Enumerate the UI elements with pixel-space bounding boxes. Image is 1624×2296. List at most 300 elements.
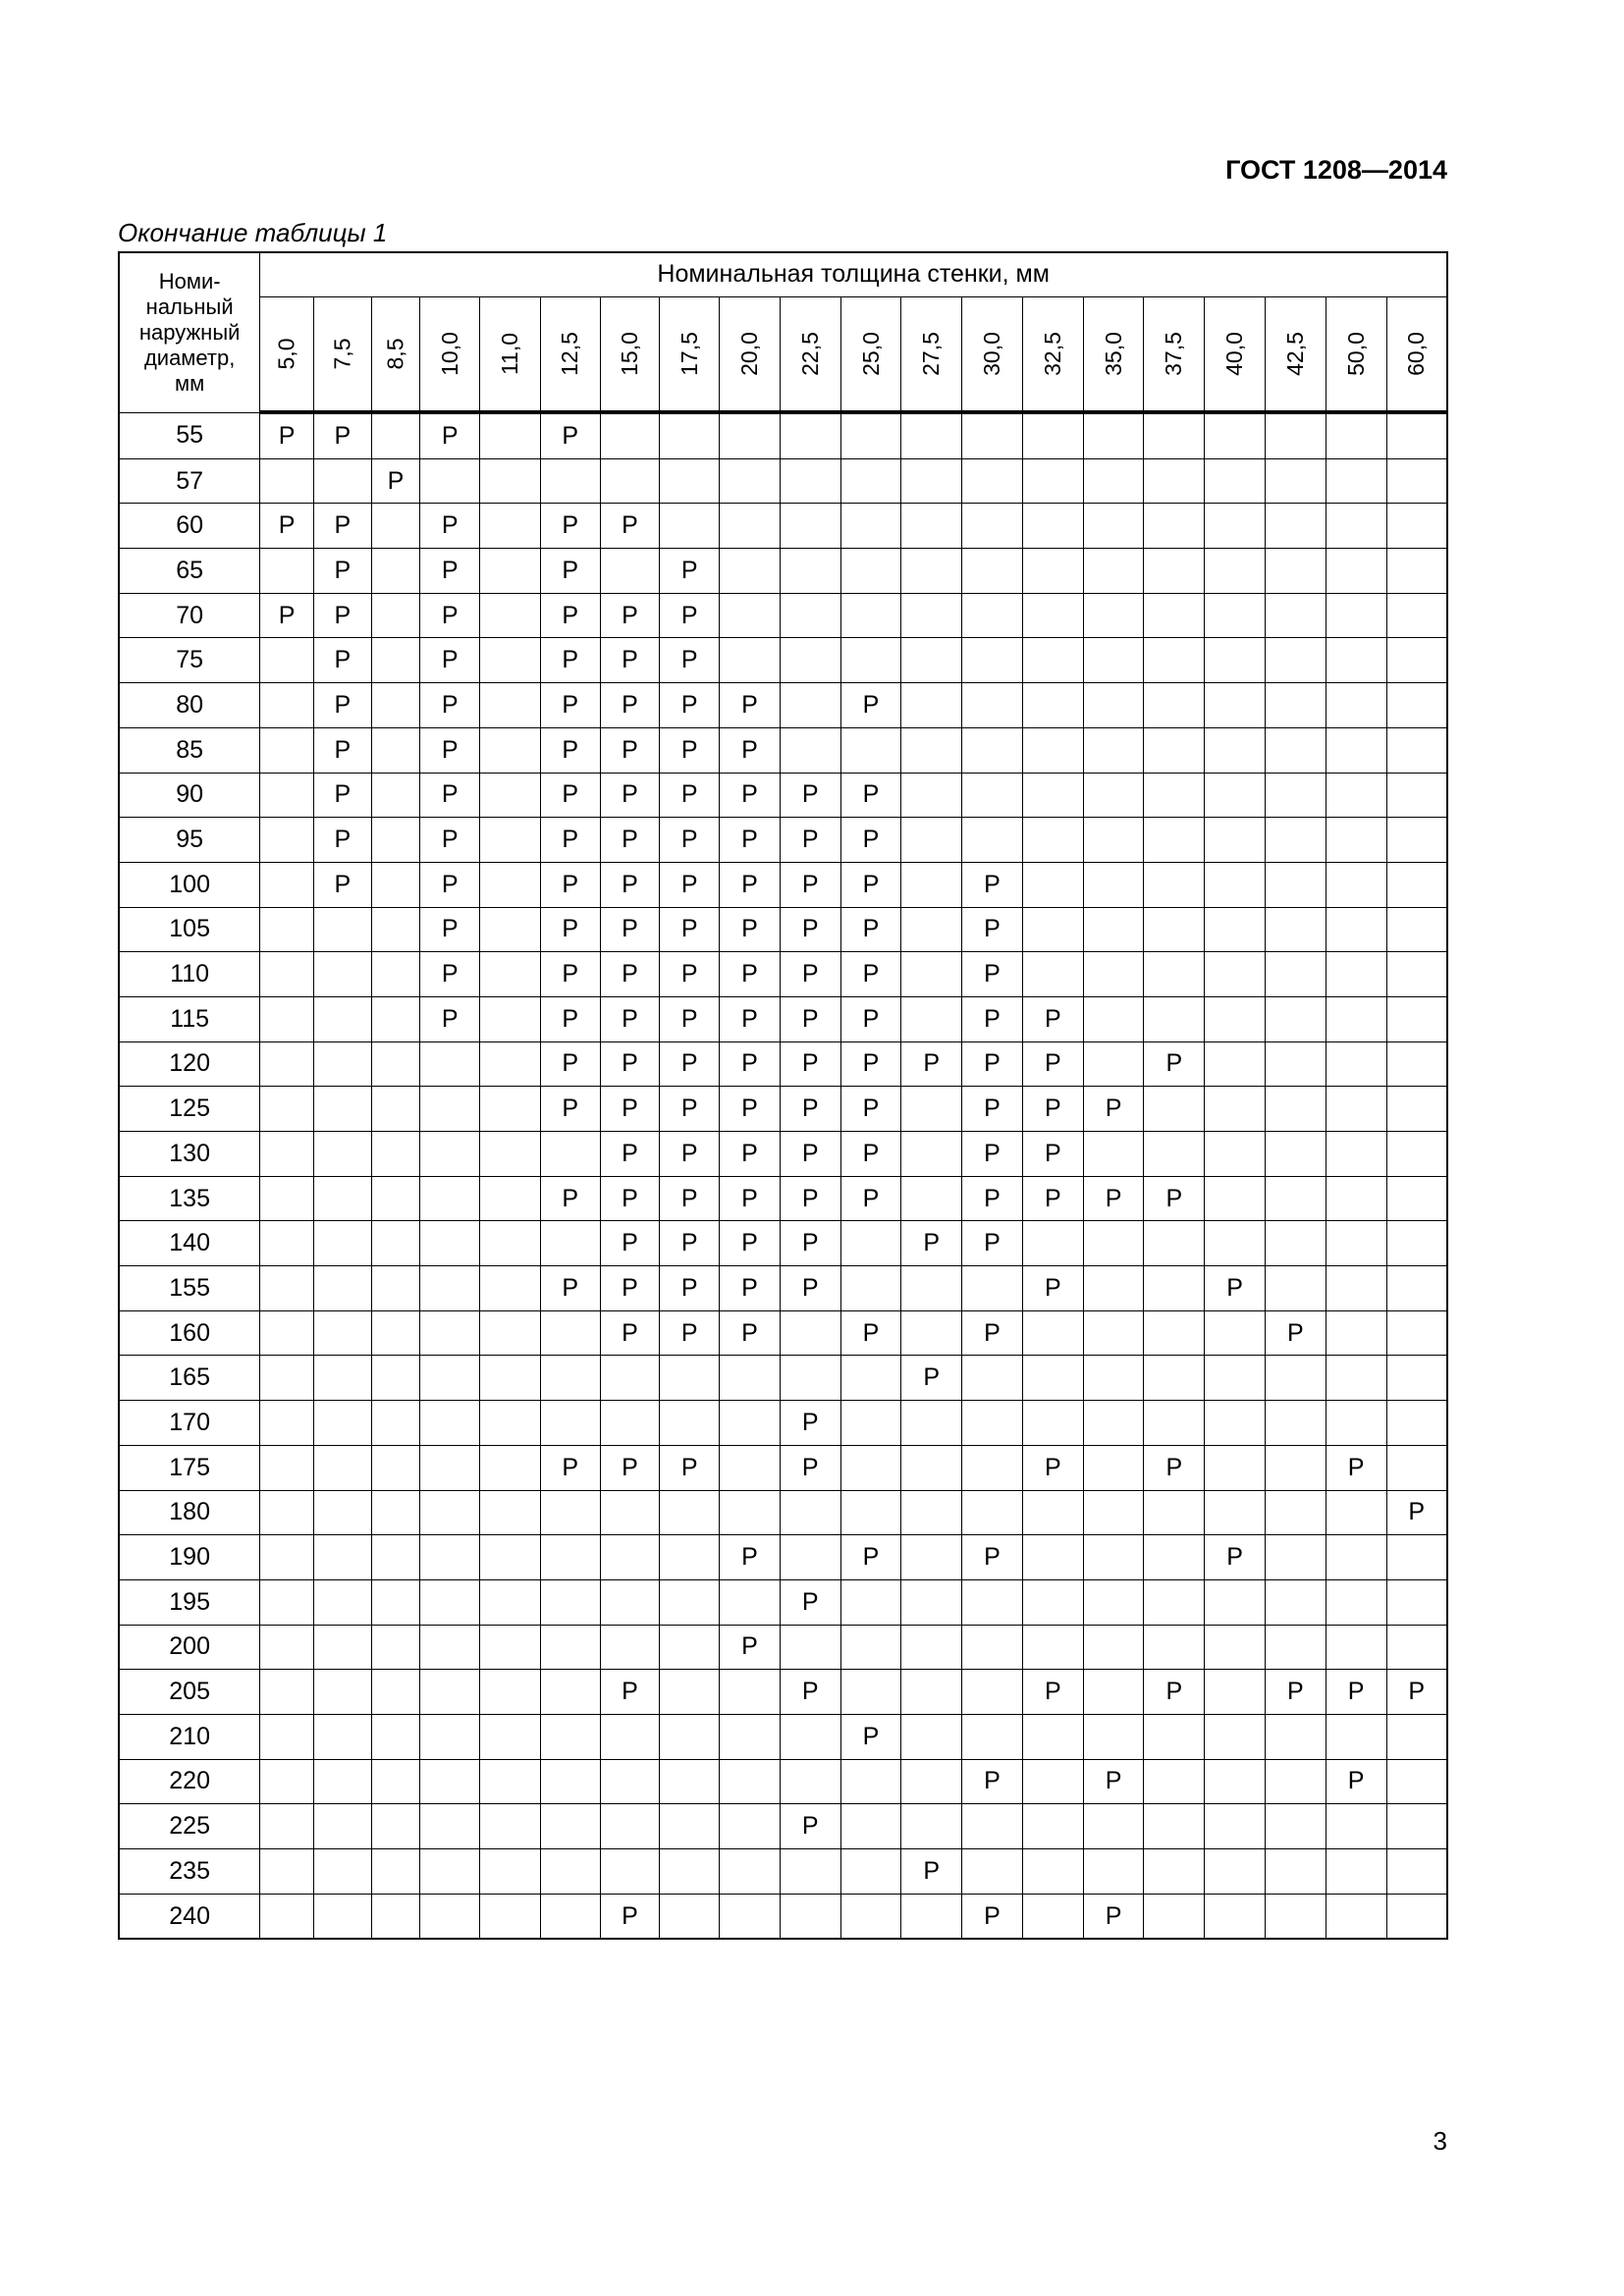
empty-cell xyxy=(313,952,371,997)
mark-cell: Р xyxy=(780,1221,840,1266)
empty-cell xyxy=(313,1132,371,1177)
empty-cell xyxy=(1144,727,1205,773)
mark-cell: Р xyxy=(420,907,480,952)
empty-cell xyxy=(901,458,962,504)
empty-cell xyxy=(720,1445,781,1490)
empty-cell xyxy=(780,1625,840,1670)
empty-cell xyxy=(1144,1759,1205,1804)
empty-cell xyxy=(1205,1849,1266,1895)
empty-cell xyxy=(1386,1625,1447,1670)
mark-cell: Р xyxy=(540,683,600,728)
empty-cell xyxy=(313,1849,371,1895)
empty-cell xyxy=(260,638,314,683)
empty-cell xyxy=(1144,1356,1205,1401)
empty-cell xyxy=(1265,1535,1326,1580)
table-row xyxy=(119,1759,1447,1804)
empty-cell xyxy=(901,1445,962,1490)
empty-cell xyxy=(1022,727,1083,773)
empty-cell xyxy=(480,1445,541,1490)
empty-cell xyxy=(1265,593,1326,638)
empty-cell xyxy=(1022,683,1083,728)
empty-cell xyxy=(901,1266,962,1311)
mark-cell: Р xyxy=(720,1625,781,1670)
empty-cell xyxy=(1265,683,1326,728)
empty-cell xyxy=(1083,1445,1144,1490)
empty-cell xyxy=(420,1490,480,1535)
empty-cell xyxy=(540,1132,600,1177)
mark-cell: Р xyxy=(600,1310,660,1356)
empty-cell xyxy=(1386,1041,1447,1087)
mark-cell: Р xyxy=(1022,1176,1083,1221)
empty-cell xyxy=(840,638,901,683)
empty-cell xyxy=(600,1535,660,1580)
mark-cell: Р xyxy=(1326,1670,1386,1715)
empty-cell xyxy=(540,1221,600,1266)
table-row xyxy=(119,1849,1447,1895)
empty-cell xyxy=(260,1804,314,1849)
empty-cell xyxy=(371,1176,420,1221)
empty-cell xyxy=(1144,1401,1205,1446)
empty-cell xyxy=(313,1176,371,1221)
diameter-cell: 80 xyxy=(119,683,260,728)
thickness-header xyxy=(540,296,600,412)
diameter-cell: 175 xyxy=(119,1445,260,1490)
diameter-cell: 200 xyxy=(119,1625,260,1670)
empty-cell xyxy=(480,773,541,818)
table-row xyxy=(119,593,1447,638)
empty-cell xyxy=(540,458,600,504)
empty-cell xyxy=(1083,996,1144,1041)
empty-cell xyxy=(1083,1356,1144,1401)
empty-cell xyxy=(660,1670,720,1715)
empty-cell xyxy=(660,1490,720,1535)
empty-cell xyxy=(540,1356,600,1401)
empty-cell xyxy=(720,1401,781,1446)
empty-cell xyxy=(720,638,781,683)
mark-cell: Р xyxy=(260,593,314,638)
empty-cell xyxy=(260,1490,314,1535)
mark-cell: Р xyxy=(720,862,781,907)
thickness-header xyxy=(1205,296,1266,412)
empty-cell xyxy=(962,1356,1023,1401)
empty-cell xyxy=(1386,1266,1447,1311)
empty-cell xyxy=(720,1490,781,1535)
thickness-label: 20,0 xyxy=(735,331,762,376)
mark-cell: Р xyxy=(840,683,901,728)
empty-cell xyxy=(260,458,314,504)
empty-cell xyxy=(901,1087,962,1132)
mark-cell: Р xyxy=(420,996,480,1041)
mark-cell: Р xyxy=(420,727,480,773)
mark-cell: Р xyxy=(780,773,840,818)
empty-cell xyxy=(480,818,541,863)
empty-cell xyxy=(660,1625,720,1670)
empty-cell xyxy=(962,593,1023,638)
empty-cell xyxy=(260,1670,314,1715)
empty-cell xyxy=(901,412,962,458)
mark-cell: Р xyxy=(660,549,720,594)
empty-cell xyxy=(1083,549,1144,594)
mark-cell: Р xyxy=(840,773,901,818)
empty-cell xyxy=(313,1266,371,1311)
empty-cell xyxy=(720,1670,781,1715)
empty-cell xyxy=(962,1804,1023,1849)
mark-cell: Р xyxy=(660,907,720,952)
empty-cell xyxy=(600,1625,660,1670)
thickness-label: 7,5 xyxy=(329,338,355,370)
mark-cell: Р xyxy=(313,773,371,818)
empty-cell xyxy=(371,1804,420,1849)
empty-cell xyxy=(1326,638,1386,683)
thickness-label: 22,5 xyxy=(796,331,823,376)
empty-cell xyxy=(1326,412,1386,458)
empty-cell xyxy=(1326,1490,1386,1535)
empty-cell xyxy=(1205,593,1266,638)
empty-cell xyxy=(962,1714,1023,1759)
empty-cell xyxy=(1083,818,1144,863)
empty-cell xyxy=(1205,907,1266,952)
empty-cell xyxy=(371,1579,420,1625)
mark-cell: Р xyxy=(720,1221,781,1266)
empty-cell xyxy=(1144,1714,1205,1759)
empty-cell xyxy=(371,907,420,952)
empty-cell xyxy=(371,1401,420,1446)
empty-cell xyxy=(480,952,541,997)
empty-cell xyxy=(901,1490,962,1535)
empty-cell xyxy=(1022,638,1083,683)
mark-cell: Р xyxy=(540,1041,600,1087)
table-row xyxy=(119,1221,1447,1266)
mark-cell: Р xyxy=(660,1041,720,1087)
table-row xyxy=(119,1535,1447,1580)
empty-cell xyxy=(260,1356,314,1401)
empty-cell xyxy=(1144,907,1205,952)
empty-cell xyxy=(1205,1670,1266,1715)
empty-cell xyxy=(313,1401,371,1446)
diameter-cell: 155 xyxy=(119,1266,260,1311)
diameter-cell: 55 xyxy=(119,412,260,458)
empty-cell xyxy=(962,638,1023,683)
diameter-cell: 140 xyxy=(119,1221,260,1266)
table-row xyxy=(119,412,1447,458)
mark-cell: Р xyxy=(660,773,720,818)
empty-cell xyxy=(1205,1714,1266,1759)
table-row xyxy=(119,1401,1447,1446)
empty-cell xyxy=(420,1579,480,1625)
empty-cell xyxy=(720,1759,781,1804)
empty-cell xyxy=(480,996,541,1041)
empty-cell xyxy=(1386,818,1447,863)
mark-cell: Р xyxy=(540,773,600,818)
empty-cell xyxy=(901,1670,962,1715)
empty-cell xyxy=(1386,862,1447,907)
empty-cell xyxy=(260,1176,314,1221)
empty-cell xyxy=(1265,1625,1326,1670)
empty-cell xyxy=(1144,683,1205,728)
empty-cell xyxy=(840,1804,901,1849)
thickness-label: 15,0 xyxy=(616,331,642,376)
thickness-header xyxy=(962,296,1023,412)
empty-cell xyxy=(840,1401,901,1446)
empty-cell xyxy=(540,1714,600,1759)
empty-cell xyxy=(1205,1132,1266,1177)
empty-cell xyxy=(720,1849,781,1895)
mark-cell: Р xyxy=(420,818,480,863)
empty-cell xyxy=(660,1579,720,1625)
thickness-header xyxy=(720,296,781,412)
mark-cell: Р xyxy=(600,1894,660,1939)
mark-cell: Р xyxy=(1144,1445,1205,1490)
empty-cell xyxy=(1022,412,1083,458)
empty-cell xyxy=(1265,1579,1326,1625)
empty-cell xyxy=(1022,549,1083,594)
mark-cell: Р xyxy=(600,1445,660,1490)
mark-cell: Р xyxy=(962,1087,1023,1132)
mark-cell: Р xyxy=(1144,1041,1205,1087)
empty-cell xyxy=(420,1894,480,1939)
empty-cell xyxy=(1265,727,1326,773)
diameter-cell: 75 xyxy=(119,638,260,683)
mark-cell: Р xyxy=(660,593,720,638)
empty-cell xyxy=(901,638,962,683)
table-header-row xyxy=(119,252,1447,296)
empty-cell xyxy=(371,1625,420,1670)
empty-cell xyxy=(720,1894,781,1939)
empty-cell xyxy=(1265,862,1326,907)
thickness-header xyxy=(371,296,420,412)
diameter-cell: 110 xyxy=(119,952,260,997)
diameter-cell: 210 xyxy=(119,1714,260,1759)
empty-cell xyxy=(1205,1625,1266,1670)
empty-cell xyxy=(371,1714,420,1759)
mark-cell: Р xyxy=(720,1176,781,1221)
empty-cell xyxy=(1022,593,1083,638)
empty-cell xyxy=(1205,1221,1266,1266)
mark-cell: Р xyxy=(720,1041,781,1087)
empty-cell xyxy=(1326,1804,1386,1849)
pipe-dimensions-table xyxy=(118,251,1448,1940)
empty-cell xyxy=(480,1804,541,1849)
thickness-label: 50,0 xyxy=(1342,331,1369,376)
empty-cell xyxy=(1386,1310,1447,1356)
empty-cell xyxy=(901,1176,962,1221)
empty-cell xyxy=(1386,458,1447,504)
thickness-header xyxy=(1144,296,1205,412)
empty-cell xyxy=(1265,907,1326,952)
empty-cell xyxy=(1265,1266,1326,1311)
empty-cell xyxy=(1386,638,1447,683)
mark-cell: Р xyxy=(660,1087,720,1132)
mark-cell: Р xyxy=(962,952,1023,997)
mark-cell: Р xyxy=(720,952,781,997)
table-row xyxy=(119,683,1447,728)
diameter-cell: 90 xyxy=(119,773,260,818)
empty-cell xyxy=(780,1490,840,1535)
empty-cell xyxy=(1326,773,1386,818)
empty-cell xyxy=(840,1490,901,1535)
empty-cell xyxy=(1022,818,1083,863)
empty-cell xyxy=(1265,1087,1326,1132)
empty-cell xyxy=(1326,1132,1386,1177)
empty-cell xyxy=(480,1714,541,1759)
empty-cell xyxy=(962,683,1023,728)
empty-cell xyxy=(660,1401,720,1446)
empty-cell xyxy=(371,1490,420,1535)
mark-cell: Р xyxy=(420,638,480,683)
empty-cell xyxy=(1144,952,1205,997)
empty-cell xyxy=(480,504,541,549)
mark-cell: Р xyxy=(1205,1535,1266,1580)
empty-cell xyxy=(1022,504,1083,549)
thickness-label: 25,0 xyxy=(857,331,884,376)
mark-cell: Р xyxy=(660,862,720,907)
mark-cell: Р xyxy=(840,818,901,863)
table-row xyxy=(119,1310,1447,1356)
empty-cell xyxy=(371,638,420,683)
table-caption: Окончание таблицы 1 xyxy=(118,218,388,247)
empty-cell xyxy=(780,683,840,728)
mark-cell: Р xyxy=(540,1445,600,1490)
thickness-label: 37,5 xyxy=(1161,331,1187,376)
diameter-cell: 180 xyxy=(119,1490,260,1535)
empty-cell xyxy=(260,952,314,997)
empty-cell xyxy=(1265,952,1326,997)
thickness-label: 35,0 xyxy=(1100,331,1126,376)
empty-cell xyxy=(901,1625,962,1670)
table-row xyxy=(119,1490,1447,1535)
empty-cell xyxy=(540,1804,600,1849)
empty-cell xyxy=(371,549,420,594)
mark-cell: Р xyxy=(600,952,660,997)
empty-cell xyxy=(1265,1714,1326,1759)
empty-cell xyxy=(313,458,371,504)
empty-cell xyxy=(1144,1579,1205,1625)
empty-cell xyxy=(1083,1041,1144,1087)
mark-cell: Р xyxy=(600,683,660,728)
empty-cell xyxy=(962,1445,1023,1490)
empty-cell xyxy=(840,1579,901,1625)
empty-cell xyxy=(660,412,720,458)
empty-cell xyxy=(1144,593,1205,638)
empty-cell xyxy=(1326,1176,1386,1221)
mark-cell: Р xyxy=(901,1041,962,1087)
thickness-label: 8,5 xyxy=(382,338,408,370)
mark-cell: Р xyxy=(313,683,371,728)
mark-cell: Р xyxy=(1022,1087,1083,1132)
empty-cell xyxy=(313,1087,371,1132)
mark-cell: Р xyxy=(660,1445,720,1490)
thickness-header xyxy=(901,296,962,412)
empty-cell xyxy=(1205,1176,1266,1221)
empty-cell xyxy=(1083,1804,1144,1849)
empty-cell xyxy=(840,727,901,773)
empty-cell xyxy=(1205,818,1266,863)
empty-cell xyxy=(371,952,420,997)
empty-cell xyxy=(1205,458,1266,504)
mark-cell: Р xyxy=(260,504,314,549)
mark-cell: Р xyxy=(420,549,480,594)
empty-cell xyxy=(1022,1490,1083,1535)
mark-cell: Р xyxy=(420,412,480,458)
empty-cell xyxy=(1022,1310,1083,1356)
mark-cell: Р xyxy=(780,1445,840,1490)
empty-cell xyxy=(1144,638,1205,683)
empty-cell xyxy=(1326,1041,1386,1087)
mark-cell: Р xyxy=(1022,1266,1083,1311)
thickness-header xyxy=(660,296,720,412)
thickness-header xyxy=(1022,296,1083,412)
table-row xyxy=(119,1804,1447,1849)
empty-cell xyxy=(962,727,1023,773)
empty-cell xyxy=(260,1310,314,1356)
thickness-values-row xyxy=(119,296,1447,412)
empty-cell xyxy=(480,727,541,773)
empty-cell xyxy=(260,1041,314,1087)
empty-cell xyxy=(1144,1804,1205,1849)
empty-cell xyxy=(1386,1759,1447,1804)
empty-cell xyxy=(660,1714,720,1759)
empty-cell xyxy=(1265,1356,1326,1401)
empty-cell xyxy=(1083,412,1144,458)
mark-cell: Р xyxy=(420,683,480,728)
empty-cell xyxy=(840,1670,901,1715)
empty-cell xyxy=(420,1176,480,1221)
empty-cell xyxy=(901,1132,962,1177)
empty-cell xyxy=(420,1804,480,1849)
thickness-label: 30,0 xyxy=(979,331,1005,376)
empty-cell xyxy=(1205,1894,1266,1939)
empty-cell xyxy=(260,1894,314,1939)
mark-cell: Р xyxy=(720,727,781,773)
empty-cell xyxy=(540,1849,600,1895)
empty-cell xyxy=(720,504,781,549)
empty-cell xyxy=(1144,458,1205,504)
table-row xyxy=(119,727,1447,773)
empty-cell xyxy=(962,504,1023,549)
empty-cell xyxy=(660,1804,720,1849)
empty-cell xyxy=(1083,773,1144,818)
table-row xyxy=(119,1894,1447,1939)
empty-cell xyxy=(1022,1625,1083,1670)
mark-cell: Р xyxy=(371,458,420,504)
empty-cell xyxy=(1386,1535,1447,1580)
mark-cell: Р xyxy=(600,727,660,773)
empty-cell xyxy=(1144,1625,1205,1670)
mark-cell: Р xyxy=(600,1266,660,1311)
empty-cell xyxy=(1326,996,1386,1041)
mark-cell: Р xyxy=(313,504,371,549)
empty-cell xyxy=(1386,952,1447,997)
empty-cell xyxy=(1386,1714,1447,1759)
empty-cell xyxy=(780,1849,840,1895)
empty-cell xyxy=(260,996,314,1041)
mark-cell: Р xyxy=(962,907,1023,952)
mark-cell: Р xyxy=(720,1132,781,1177)
mark-cell: Р xyxy=(1265,1670,1326,1715)
empty-cell xyxy=(1205,1490,1266,1535)
empty-cell xyxy=(1326,683,1386,728)
thickness-label: 32,5 xyxy=(1039,331,1065,376)
empty-cell xyxy=(313,1221,371,1266)
empty-cell xyxy=(720,1714,781,1759)
empty-cell xyxy=(313,1804,371,1849)
empty-cell xyxy=(480,1401,541,1446)
mark-cell: Р xyxy=(660,952,720,997)
mark-cell: Р xyxy=(600,1041,660,1087)
mark-cell: Р xyxy=(420,504,480,549)
empty-cell xyxy=(540,1535,600,1580)
empty-cell xyxy=(1022,1894,1083,1939)
